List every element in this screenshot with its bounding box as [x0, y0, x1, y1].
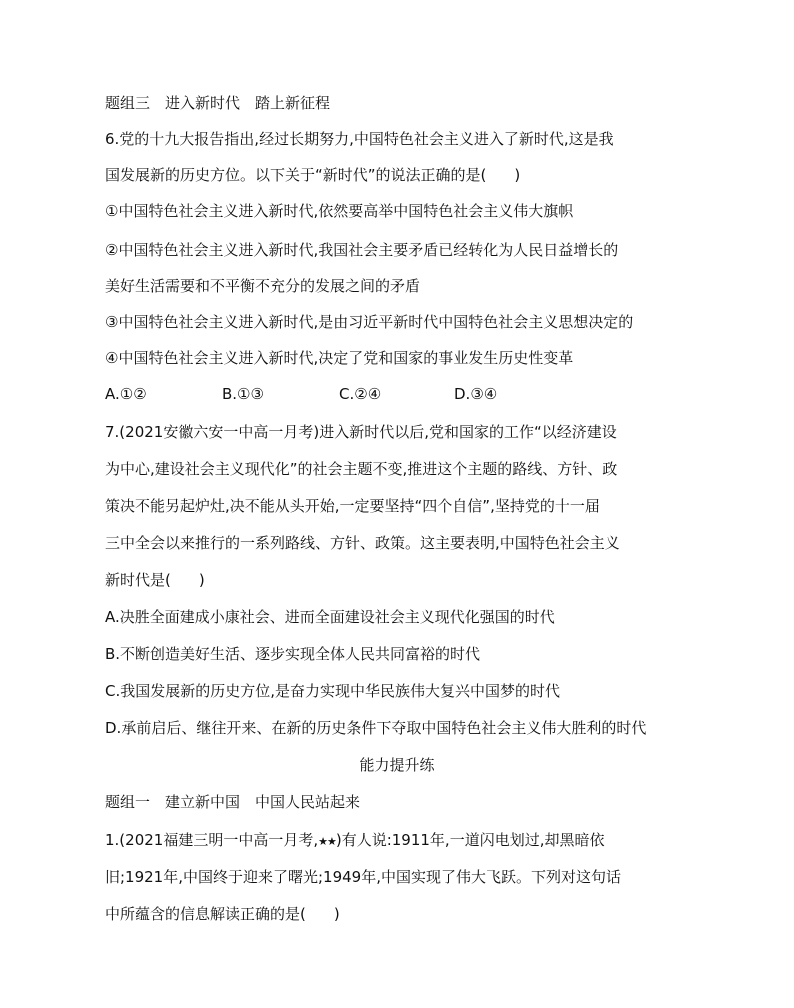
answer-paren-close: ) — [514, 166, 521, 184]
option-a: A.①② — [105, 385, 147, 403]
option-a: A.决胜全面建成小康社会、进而全面建设社会主义现代化强国的时代 — [105, 608, 555, 626]
question-6-options — [105, 384, 705, 404]
question-1-line-1: 1.(2021福建三明一中高一月考,★★)有人说:1911年,一道闪电划过,却黑暗依 — [105, 831, 605, 849]
statement-1: ①中国特色社会主义进入新时代,依然要高举中国特色社会主义伟大旗帜 — [105, 202, 574, 220]
option-d: D.③④ — [454, 385, 498, 403]
question-1-line-2: 旧;1921年,中国终于迎来了曙光;1949年,中国实现了伟大飞跃。下列对这句话 — [105, 868, 621, 886]
statement-2: ②中国特色社会主义进入新时代,我国社会主要矛盾已经转化为人民日益增长的 — [105, 241, 619, 259]
practice-heading: 能力提升练 — [359, 756, 435, 774]
section-title: 题组一 建立新中国 中国人民站起来 — [105, 793, 361, 811]
question-1-line-3: 中所蕴含的信息解读正确的是( ) — [105, 905, 340, 923]
question-6-line-2: 国发展新的历史方位。以下关于“新时代”的说法正确的是( ) — [105, 166, 521, 184]
question-7-line-2: 为中心,建设社会主义现代化”的社会主题不变,推进这个主题的路线、方针、政 — [105, 460, 618, 478]
answer-paren-close: ) — [333, 905, 340, 923]
answer-paren-close: ) — [198, 571, 205, 589]
question-7-line-4: 三中全会以来推行的一系列路线、方针、政策。这主要表明,中国特色社会主义 — [105, 534, 620, 552]
option-b: B.不断创造美好生活、逐步实现全体人民共同富裕的时代 — [105, 645, 481, 663]
question-7-line-3: 策决不能另起炉灶,决不能从头开始,一定要坚持“四个自信”,坚持党的十一届 — [105, 497, 600, 515]
option-c: C.我国发展新的历史方位,是奋力实现中华民族伟大复兴中国梦的时代 — [105, 682, 561, 700]
question-7-line-1: 7.(2021安徽六安一中高一月考)进入新时代以后,党和国家的工作“以经济建设 — [105, 423, 617, 441]
statement-2-cont: 美好生活需要和不平衡不充分的发展之间的矛盾 — [105, 277, 421, 295]
section-title: 题组三 进入新时代 踏上新征程 — [105, 94, 331, 112]
option-c: C.②④ — [339, 385, 382, 403]
statement-3: ③中国特色社会主义进入新时代,是由习近平新时代中国特色社会主义思想决定的 — [105, 313, 634, 331]
option-d: D.承前启后、继往开来、在新的历史条件下夺取中国特色社会主义伟大胜利的时代 — [105, 719, 647, 737]
option-b: B.①③ — [222, 385, 264, 403]
question-7-line-5: 新时代是( ) — [105, 571, 205, 589]
question-6-line-1: 6.党的十九大报告指出,经过长期努力,中国特色社会主义进入了新时代,这是我 — [105, 130, 614, 148]
statement-4: ④中国特色社会主义进入新时代,决定了党和国家的事业发生历史性变革 — [105, 349, 574, 367]
difficulty-stars: ★★ — [318, 835, 336, 848]
